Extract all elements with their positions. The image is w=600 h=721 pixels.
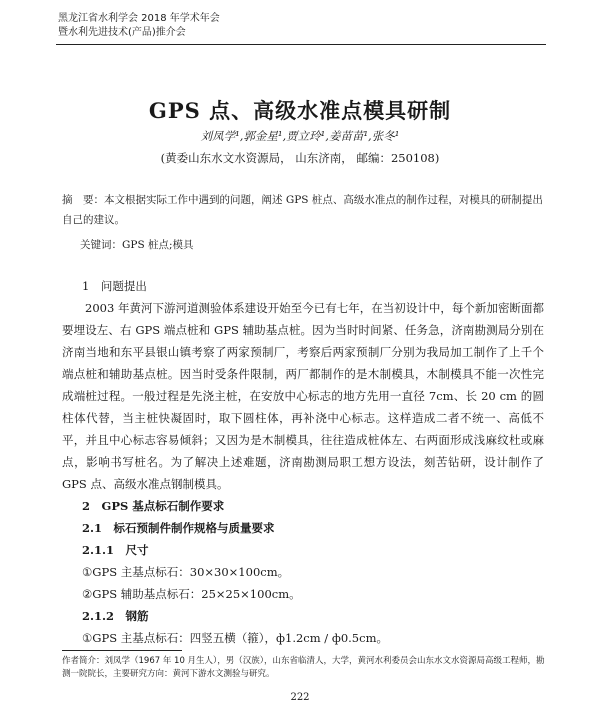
running-header <box>58 12 220 40</box>
abstract-label: 摘 要： <box>62 194 104 206</box>
abstract <box>62 190 544 230</box>
keywords <box>80 237 194 252</box>
affiliation: (黄委山东水文水资源局， 山东济南， 邮编：250108) <box>160 151 440 165</box>
spec-item-1: ①GPS 主基点标石：30×30×100cm。 <box>82 565 290 579</box>
spec-item-2: ②GPS 辅助基点标石：25×25×100cm。 <box>82 587 301 601</box>
header-line-2: 暨水利先进技术(产品)推介会 <box>58 27 186 38</box>
section-1-heading: 1 问题提出 <box>82 279 147 293</box>
abstract-text: 本文根据实际工作中遇到的问题，阐述 GPS 桩点、高级水准点的制作过程，对模具的研制提出自己的建议。 <box>62 194 543 226</box>
paper-title: GPS 点、高级水准点模具研制 <box>148 98 452 123</box>
keywords-label: 关键词： <box>80 239 122 251</box>
page-number: 222 <box>290 692 310 703</box>
section-2-heading: 2 GPS 基点标石制作要求 <box>82 499 225 513</box>
section-1-paragraph: 2003 年黄河下游河道测验体系建设开始至今已有七年，在当初设计中，每个新加密断面都要埋设左、右 GPS 端点桩和 GPS 辅助基点桩。因为当时时间紧、任务急，济南勘测局分别在济南当地和东平县银山镇考察了两家预制厂，考察后两家预制厂分别为我局加工制作了上千个端点桩和辅助基点桩。因当时受条件限制，两厂都制作的是木制模具，木制模具不能一次性完成端桩过程。一般过程是先浇主桩，在安放中心标志的地方先用一直径 7cm、长 20 cm 的圆柱体代替，当主桩快凝固时，取下圆柱体，再补浇中心标志。这样造成二者不统一、高低不平，并且中心标志容易倾斜；又因为是木制模具，往往造成桩体左、右两面形成浅麻纹杜或麻点，影响书写桩名。为了解决上述难题，济南勘测局职工想方设法，刻苦钻研，设计制作了 GPS 点、高级水准点钢制模具。 <box>62 301 544 491</box>
author-list: 刘凤学¹,郭金星¹,贾立玲¹,姜苗苗¹,张冬¹ <box>200 129 400 143</box>
keywords-text: GPS 桩点;模具 <box>122 239 194 251</box>
header-line-1: 黑龙江省水利学会 2018 年学术年会 <box>58 13 220 24</box>
body-text <box>62 275 544 649</box>
section-2-1-1-heading: 2.1.1 尺寸 <box>82 543 149 557</box>
header-divider <box>56 44 546 45</box>
spec-item-3: ①GPS 主基点标石：四竖五横（箍），ф1.2cm / ф0.5cm。 <box>82 631 388 645</box>
footnote-divider <box>62 650 182 651</box>
section-2-1-2-heading: 2.1.2 钢筋 <box>82 609 149 623</box>
author-footnote: 作者简介：刘凤学（1967 年 10 月生人），男（汉族），山东省临清人，大学，黄河水利委员会山东水文水资源局高级工程师，勘测一院院长，主要研究方向：黄河下游水文测验与研究。 <box>62 656 545 679</box>
section-2-1-heading: 2.1 标石预制件制作规格与质量要求 <box>82 521 275 535</box>
